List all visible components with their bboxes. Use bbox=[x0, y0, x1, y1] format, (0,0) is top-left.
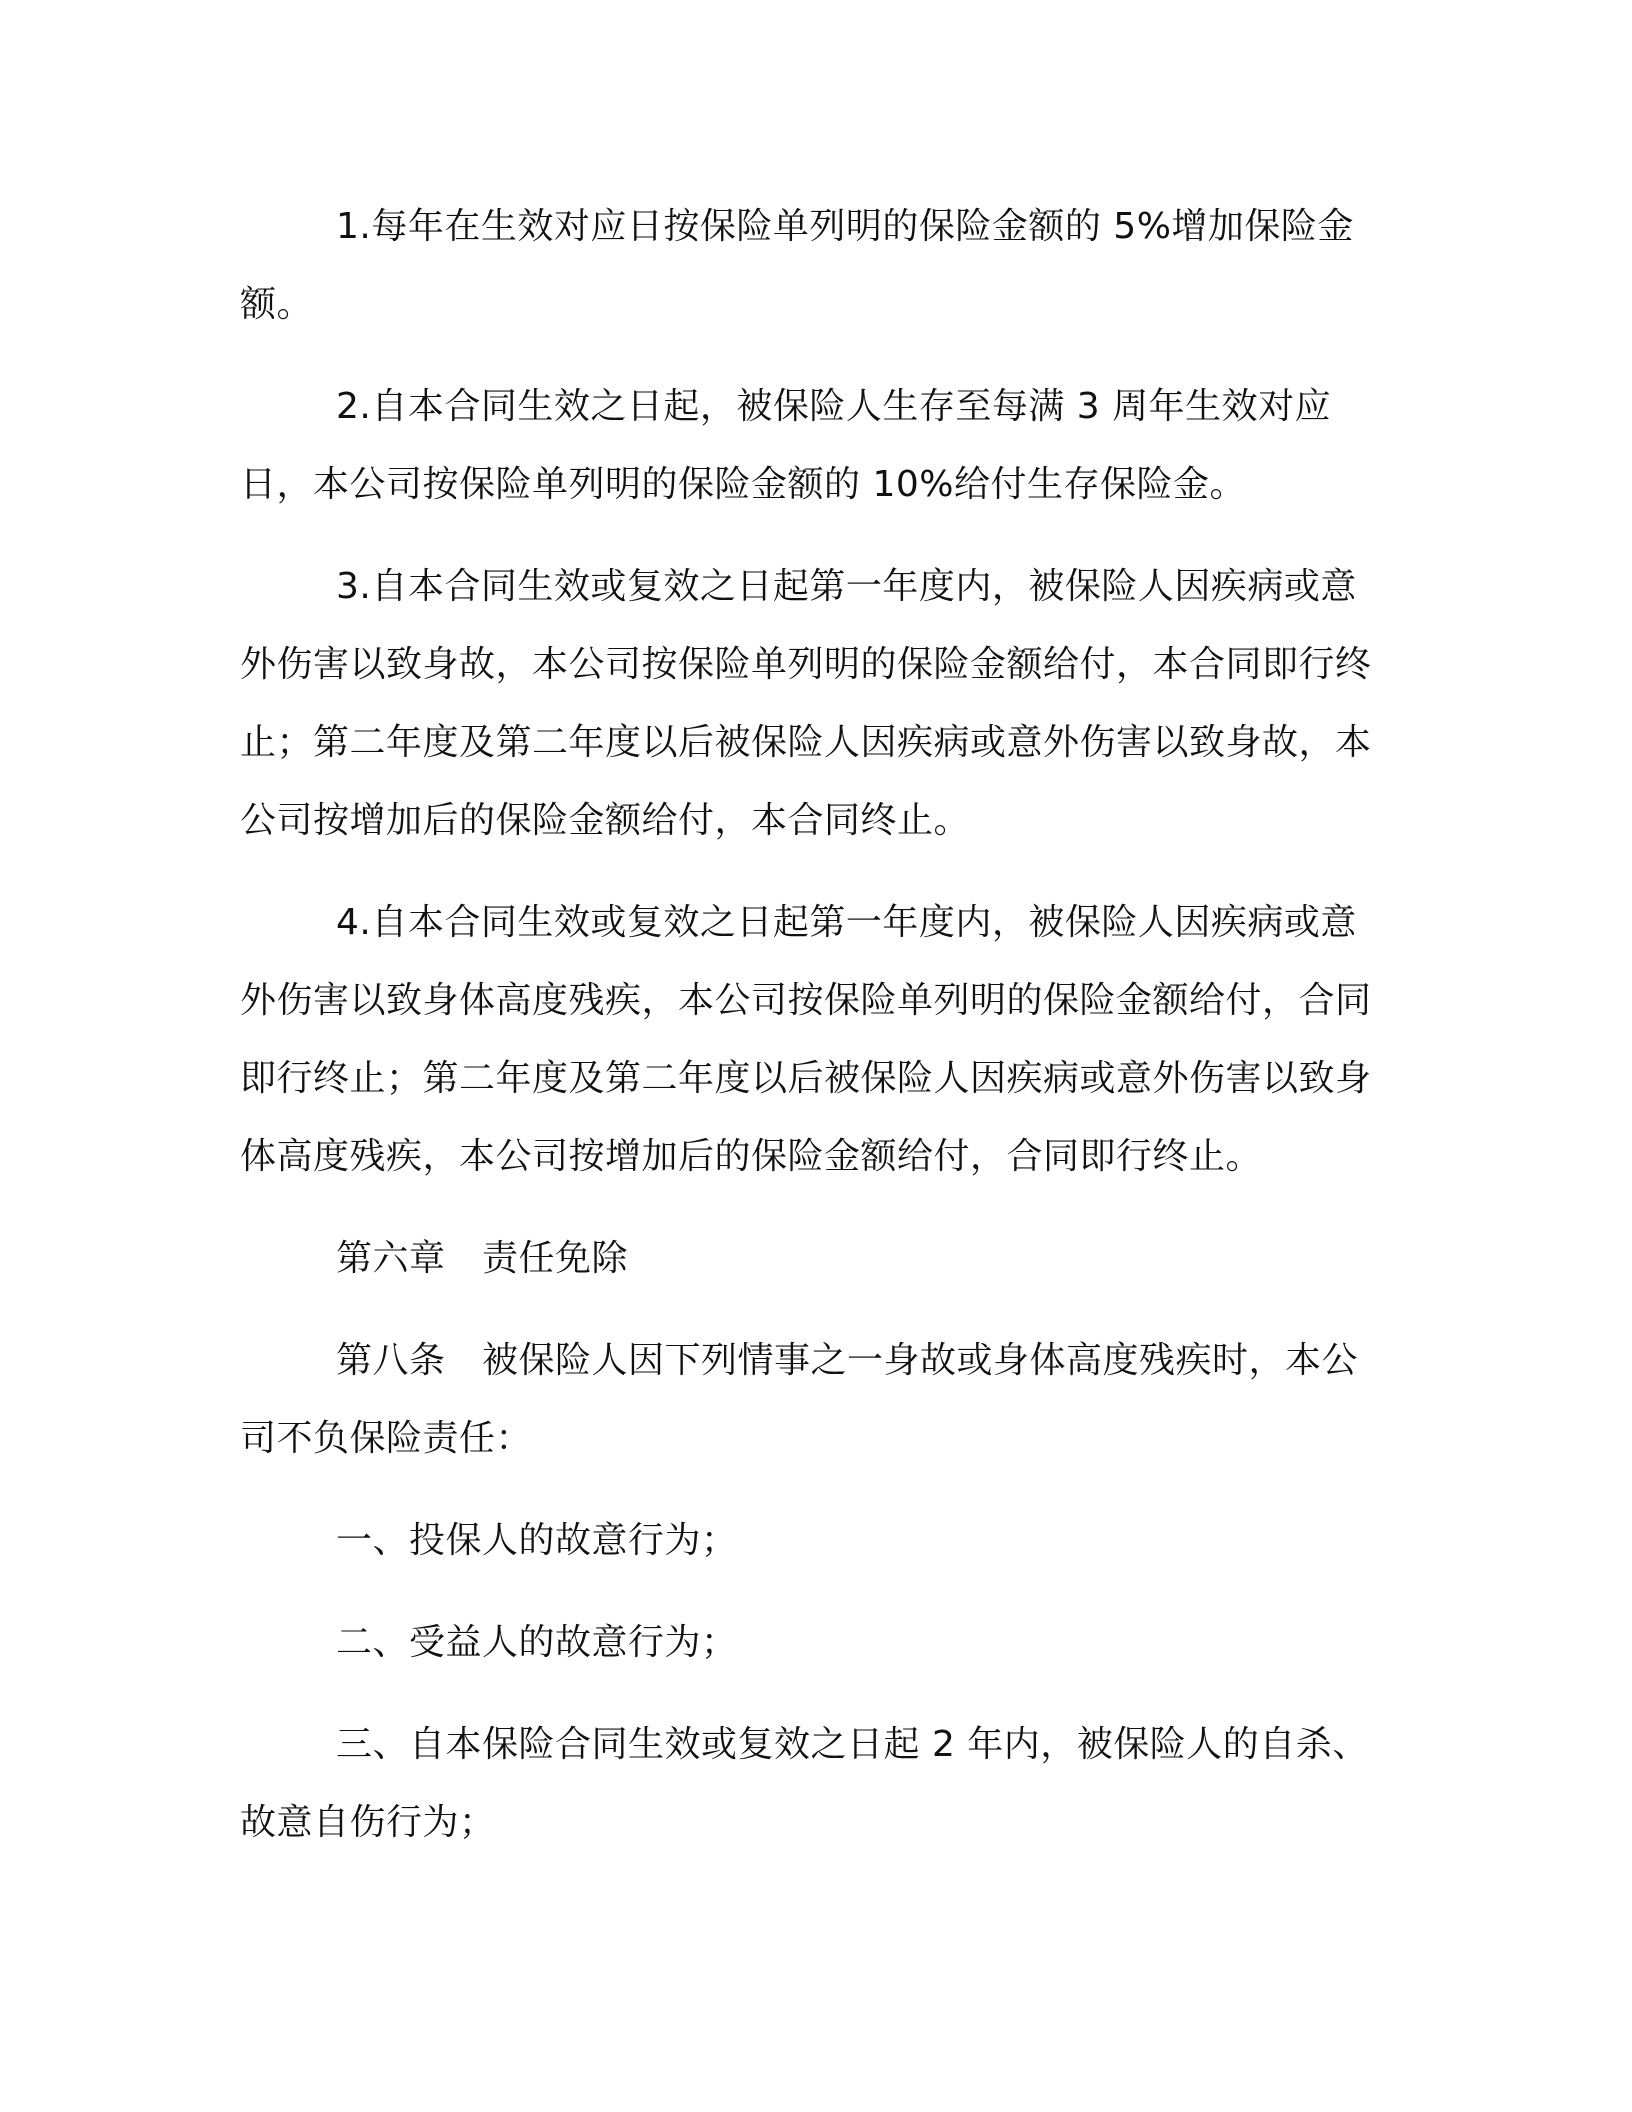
exclusion-item-1: 一、投保人的故意行为； bbox=[336, 1520, 738, 1561]
clause-item-3: 3.自本合同生效或复效之日起第一年度内，被保险人因疾病或意外伤害以致身故，本公司按保险单列明的保险金额给付，本合同即行终止；第二年度及第二年度以后被保险人因疾病或意外伤害以致身故，本公司按增加后的保险金额给付，本合同终止。 bbox=[240, 566, 1372, 841]
exclusion-item-2: 二、受益人的故意行为； bbox=[336, 1622, 738, 1663]
clause-item-2: 2.自本合同生效之日起，被保险人生存至每满 3 周年生效对应日，本公司按保险单列明的保险金额的 10%给付生存保险金。 bbox=[240, 386, 1332, 505]
article-8: 第八条 被保险人因下列情事之一身故或身体高度残疾时，本公司不负保险责任： bbox=[240, 1340, 1359, 1459]
clause-item-4: 4.自本合同生效或复效之日起第一年度内，被保险人因疾病或意外伤害以致身体高度残疾，本公司按保险单列明的保险金额给付，合同即行终止；第二年度及第二年度以后被保险人因疾病或意外伤害以致身体高度残疾，本公司按增加后的保险金额给付，合同即行终止。 bbox=[240, 902, 1372, 1177]
clause-item-1: 1.每年在生效对应日按保险单列明的保险金额的 5%增加保险金额。 bbox=[240, 206, 1354, 325]
exclusion-item-3: 三、自本保险合同生效或复效之日起 2 年内，被保险人的自杀、故意自伤行为； bbox=[240, 1724, 1369, 1843]
chapter-heading: 第六章 责任免除 bbox=[336, 1238, 629, 1279]
document-body bbox=[240, 188, 1392, 1862]
